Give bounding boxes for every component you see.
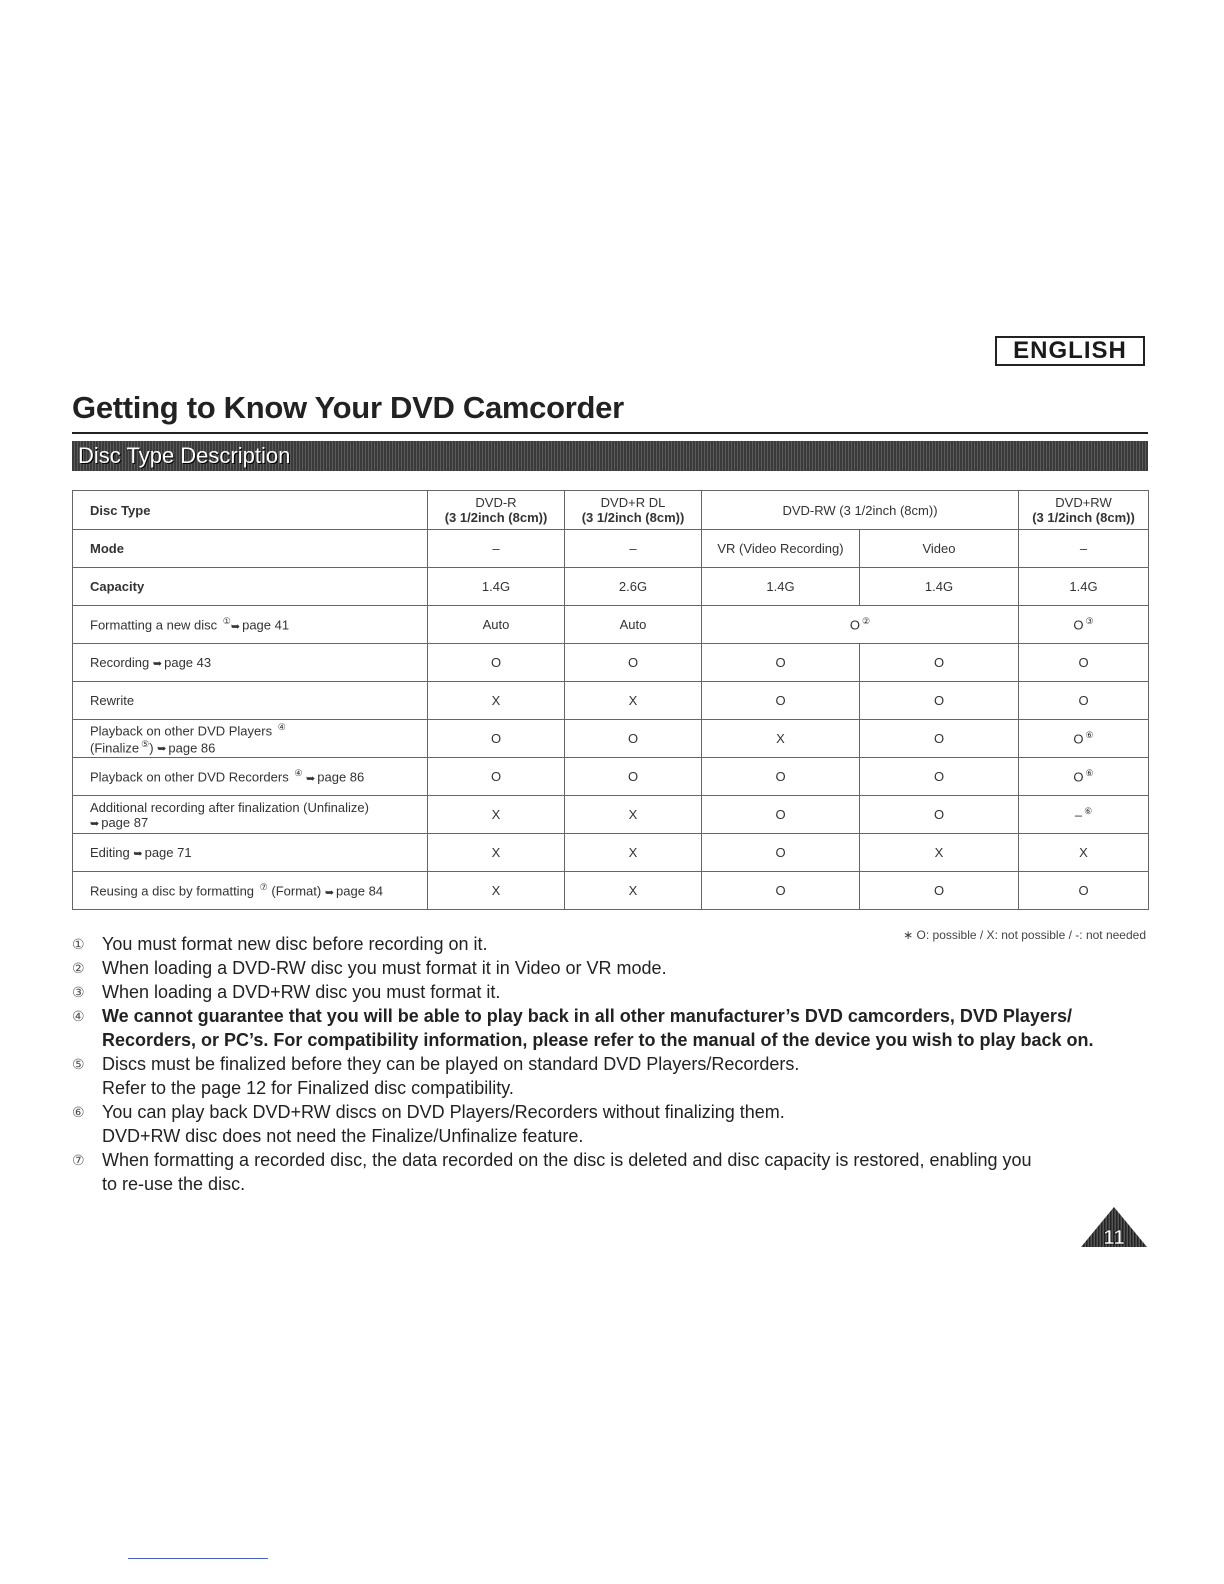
note-number: ④ [72,1008,85,1024]
section-title: Disc Type Description [78,443,291,468]
arrow-icon: ➥ [152,658,163,670]
table-cell: – [1019,530,1149,568]
table-cell: O [860,758,1019,796]
arrow-icon: ➥ [324,886,335,899]
table-cell: 1.4G [860,568,1019,606]
table-row-recording [73,644,1149,682]
note-number: ⑥ [72,1104,85,1120]
arrow-icon: ➥ [157,742,167,755]
disc-type-table [72,490,1149,910]
table-cell: VR (Video Recording) [702,530,860,568]
table-header-row [73,491,1149,530]
table-cell: O [702,834,860,872]
table-cell: O ⑥ [1019,720,1149,758]
table-cell: X [860,834,1019,872]
table-cell: O [428,720,565,758]
table-cell: O [860,796,1019,834]
note-number: ⑤ [72,1056,85,1072]
row-label: Recording ➥ page 43 [73,644,428,682]
table-cell: O [860,872,1019,910]
table-cell: 2.6G [565,568,702,606]
table-cell: – [428,530,565,568]
table-cell: X [428,872,565,910]
note-item: ④ We cannot guarantee that you will be able to play back in all other manufacturer’s DVD camcorders, DVD Players/ Recorders, or PC’s. For compatibility information, please refer to the manual of the device you wish to play back on. [72,1006,1094,1050]
page-title: Getting to Know Your DVD Camcorder [72,390,624,425]
header-dvd-r: DVD-R (3 1/2inch (8cm)) [428,491,565,530]
note-item: ⑤ Discs must be finalized before they can be played on standard DVD Players/Recorders. Refer to the page 12 for Finalized disc compatibility. [72,1054,800,1098]
arrow-icon: ➥ [90,817,100,830]
bottom-link-rule [128,1558,268,1559]
row-label: Additional recording after finalization (Unfinalize) ➥ page 87 [73,796,428,834]
note-item: ① You must format new disc before recording on it. [72,934,488,954]
table-cell: 1.4G [1019,568,1149,606]
table-cell: X [565,872,702,910]
table-cell: O [428,644,565,682]
table-cell: 1.4G [702,568,860,606]
row-label: Capacity [73,568,428,606]
page-number-badge [1080,1206,1148,1248]
row-label: Playback on other DVD Recorders ④ ➥ page 86 [73,758,428,796]
table-cell: X [1019,834,1149,872]
table-row-rewrite [73,682,1149,720]
row-label: Reusing a disc by formatting ⑦ (Format) ➥ page 84 [73,872,428,910]
header-disc-type: Disc Type [73,491,428,530]
table-cell: O [860,644,1019,682]
table-cell: O [702,644,860,682]
header-dvd-rw: DVD-RW (3 1/2inch (8cm)) [702,491,1019,530]
table-row-additional-recording [73,796,1149,834]
table-cell: O [860,682,1019,720]
arrow-icon: ➥ [306,772,316,785]
table-cell: – ⑥ [1019,796,1149,834]
language-badge: ENGLISH [995,336,1145,366]
row-label: Editing ➥ page 71 [73,834,428,872]
header-dvd-r-dl: DVD+R DL (3 1/2inch (8cm)) [565,491,702,530]
row-label: Playback on other DVD Players ④ (Finalize ⑤) ➥ page 86 [73,720,428,758]
table-cell: O [702,758,860,796]
table-cell: 1.4G [428,568,565,606]
table-row-playback-players [73,720,1149,758]
table-cell: O ⑥ [1019,758,1149,796]
table-cell: O [1019,872,1149,910]
section-header-bar [72,441,1148,471]
note-item: ⑦ When formatting a recorded disc, the data recorded on the disc is deleted and disc capacity is restored, enabling you to re-use the disc. [72,1150,1032,1194]
table-cell: O [860,720,1019,758]
table-cell: – [565,530,702,568]
note-number: ② [72,960,85,976]
table-cell: O ③ [1019,606,1149,644]
table-cell: O [1019,644,1149,682]
header-dvd-plus-rw: DVD+RW (3 1/2inch (8cm)) [1019,491,1149,530]
note-item: ⑥ You can play back DVD+RW discs on DVD Players/Recorders without finalizing them. DVD+RW disc does not need the Finalize/Unfinalize feature. [72,1102,785,1146]
table-row-editing [73,834,1149,872]
table-cell: X [428,682,565,720]
note-item: ② When loading a DVD-RW disc you must format it in Video or VR mode. [72,958,667,978]
row-label: Mode [73,530,428,568]
table-cell: O ② [702,606,1019,644]
table-cell: O [565,758,702,796]
table-cell: X [565,834,702,872]
note-number: ③ [72,984,85,1000]
table-cell: O [428,758,565,796]
table-cell: Auto [428,606,565,644]
table-cell: X [565,682,702,720]
table-cell: O [702,796,860,834]
title-rule [72,432,1148,434]
table-cell: Video [860,530,1019,568]
table-row-reusing [73,872,1149,910]
table-row-format [73,606,1149,644]
table-cell: O [702,682,860,720]
note-number: ① [72,936,85,952]
table-cell: Auto [565,606,702,644]
table-cell: O [565,720,702,758]
table-row-playback-recorders [73,758,1149,796]
table-cell: O [565,644,702,682]
table-cell: X [565,796,702,834]
note-item: ③ When loading a DVD+RW disc you must format it. [72,982,501,1002]
table-row-capacity [73,568,1149,606]
row-label: Rewrite [73,682,428,720]
table-row-mode [73,530,1149,568]
notes-list [72,932,1152,1196]
table-cell: O [702,872,860,910]
page-number: 11 [1103,1227,1125,1248]
legend-note: ∗ O: possible / X: not possible / -: not needed [903,928,1146,942]
table-cell: X [428,796,565,834]
arrow-icon: ➥ [230,620,241,633]
note-number: ⑦ [72,1152,85,1168]
arrow-icon: ➥ [133,848,143,860]
table-cell: X [428,834,565,872]
row-label: Formatting a new disc ①➥ page 41 [73,606,428,644]
table-cell: X [702,720,860,758]
table-cell: O [1019,682,1149,720]
